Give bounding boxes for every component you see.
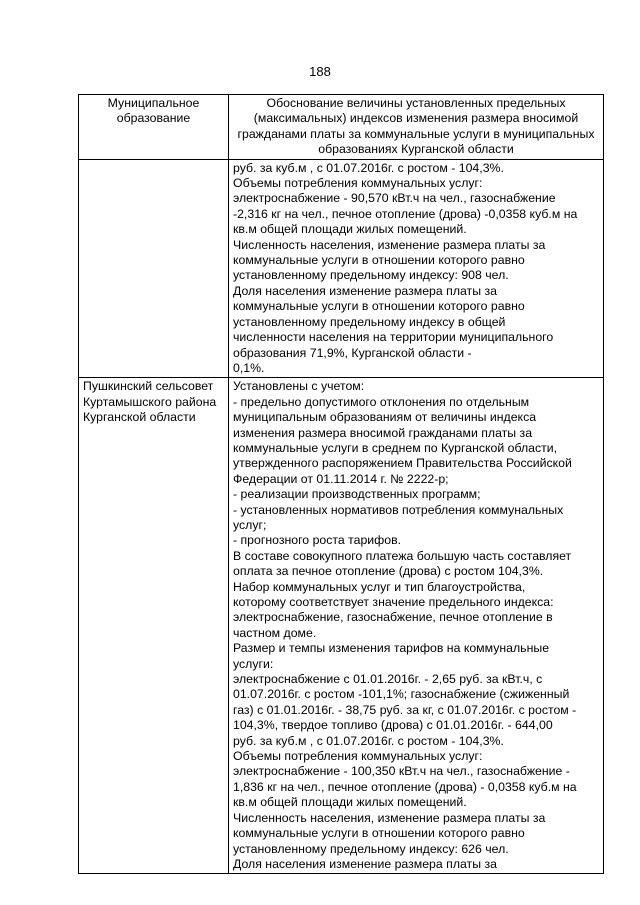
text-line: электроснабжение, газоснабжение, печное отопление в [233,610,553,625]
text-line: электроснабжение - 90,570 кВт.ч на чел., газоснабжение [233,191,556,206]
text-line: коммунальные услуги в отношении которого равно [233,253,525,268]
text-line: Установлены с учетом: [233,379,365,394]
table-header-row [79,95,604,160]
text-line: Численность населения, изменение размера платы за [233,810,546,825]
text-line: В составе совокупного платежа большую часть составляет [233,548,572,563]
page-number: 188 [309,64,331,79]
justification-text [233,379,599,872]
text-line: изменения размера вносимой гражданами платы за [233,425,533,440]
table-row [79,159,604,378]
text-line: Объемы потребления коммунальных услуг: [233,749,483,764]
text-line: Набор коммунальных услуг и тип благоустройства, [233,579,526,594]
text-line: Доля населения изменение размера платы за [233,856,497,871]
text-line: которому соответствует значение предельного индекса: [233,595,554,609]
header-justification: Обоснование величины установленных предельных (максимальных) индексов изменения размера вносимой гражданами платы за коммунальные услуги в муниципальных образованиях Курганской области [229,95,604,160]
text-line: Федерации от 01.11.2014 г. № 2222-р; [233,471,449,486]
justification-cell [229,159,604,378]
text-line: - предельно допустимого отклонения по отдельным [233,394,530,409]
text-line: кв.м общей площади жилых помещений. [233,222,467,237]
text-line: Объемы потребления коммунальных услуг: [233,176,483,191]
text-line: электроснабжение с 01.01.2016г. - 2,65 руб. за кВт.ч, с [233,672,543,687]
text-line: образования 71,9%, Курганской области - [233,345,472,360]
text-line: оплата за печное отопление (дрова) с ростом 104,3%. [233,564,544,579]
text-line: - установленных нормативов потребления коммунальных [233,502,564,517]
text-line: услуги: [233,656,274,671]
municipality-cell [79,159,229,378]
text-line: - реализации производственных программ; [233,487,481,502]
text-line: Размер и темпы изменения тарифов на коммунальные [233,641,550,656]
justification-cell [229,378,604,874]
municipality-cell: Пушкинский сельсовет Куртамышского района Курганской области [79,378,229,874]
text-line: коммунальные услуги в отношении которого равно [233,299,525,314]
text-line: газ) с 01.01.2016г. - 38,75 руб. за кг, с 01.07.2016г. с ростом - [233,702,577,717]
text-line: установленному предельному индексу: 908 чел. [233,268,509,283]
text-line: -2,316 кг на чел., печное отопление (дрова) -0,0358 куб.м на [233,206,578,221]
text-line: руб. за куб.м , с 01.07.2016г. с ростом - 104,3%. [233,160,504,175]
text-line: - прогнозного роста тарифов. [233,533,402,548]
text-line: утвержденного распоряжением Правительства Российской [233,456,572,471]
text-line: муниципальным образованиям от величины индекса [233,410,537,425]
justification-text [233,161,599,377]
text-line: электроснабжение - 100,350 кВт.ч на чел., газоснабжение - [233,764,570,779]
text-line: услуг; [233,517,267,532]
text-line: 0,1%. [233,360,265,375]
text-line: 1,836 кг на чел., печное отопление (дрова) - 0,0358 куб.м на [233,779,577,794]
text-line: 104,3%, твердое топливо (дрова) с 01.01.2016г. - 644,00 [233,718,553,733]
text-line: руб. за куб.м , с 01.07.2016г. с ростом - 104,3%. [233,733,504,748]
text-line: коммунальные услуги в среднем по Курганской области, [233,440,558,455]
text-line: установленному предельному индексу: 626 чел. [233,841,509,856]
text-line: Доля населения изменение размера платы за [233,283,497,298]
text-line: установленному предельному индексу в общей [233,314,506,329]
text-line: численности населения на территории муниципального [233,330,554,345]
text-line: 01.07.2016г. с ростом -101,1%; газоснабжение (сжиженный [233,687,570,702]
header-municipality: Муниципальное образование [79,95,229,160]
table-row [79,378,604,874]
text-line: коммунальные услуги в отношении которого равно [233,826,525,841]
text-line: кв.м общей площади жилых помещений. [233,795,467,810]
text-line: частном доме. [233,625,317,640]
text-line: Численность населения, изменение размера платы за [233,237,546,252]
municipal-index-table [78,94,604,874]
